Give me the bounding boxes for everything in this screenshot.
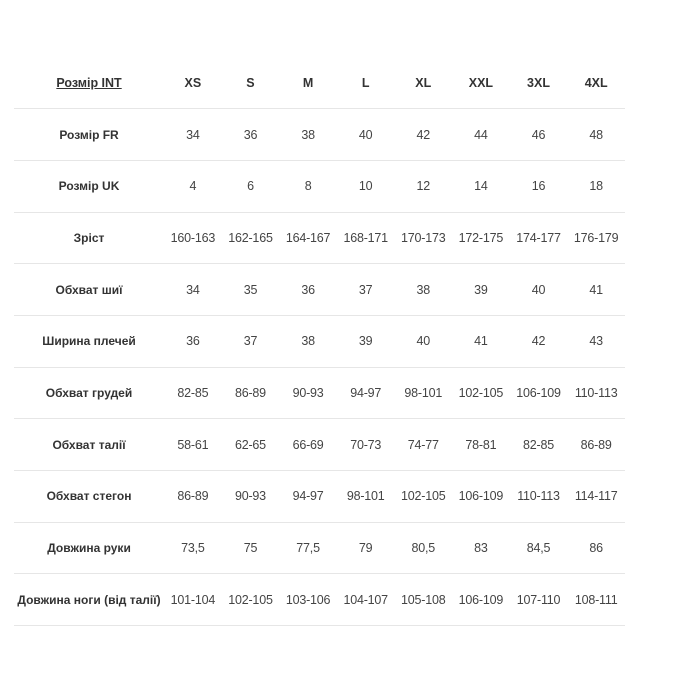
table-cell: 86-89 [580,437,612,452]
row-label: Обхват стегон [46,489,132,504]
size-chart-table [14,57,625,626]
row-label: Довжина ноги (від талії) [17,592,161,607]
table-cell: 90-93 [292,385,324,400]
table-cell: 37 [243,334,258,349]
table-cell: 176-179 [573,230,619,245]
table-cell: 174-177 [516,230,561,245]
table-cell: 16 [531,179,546,194]
table-cell: 82-85 [177,385,209,400]
table-cell: 82-85 [523,437,554,452]
table-cell: 12 [416,179,431,194]
table-cell: 66-69 [292,437,324,452]
table-cell: 37 [358,282,373,297]
table-cell: 90-93 [234,489,266,504]
table-cell: 4 [189,179,197,194]
table-cell: 108-111 [574,592,618,607]
table-cell: 79 [358,541,373,556]
table-cell: 103-106 [285,592,331,607]
table-cell: 48 [589,127,603,142]
table-cell: 114-117 [574,489,618,504]
table-cell: 105-108 [401,592,446,607]
size-header-4xl: 4XL [584,75,608,90]
table-cell: 106-109 [458,489,504,504]
table-cell: 164-167 [285,230,331,245]
size-header-xl: XL [415,75,432,90]
table-cell: 170-173 [401,230,446,245]
table-cell: 110-113 [574,385,618,400]
table-cell: 35 [243,282,258,297]
table-cell: 42 [531,334,546,349]
table-row [14,315,625,367]
size-header-s: S [246,75,255,90]
table-cell: 86-89 [234,385,266,400]
table-row [14,160,625,212]
table-cell: 44 [474,127,488,142]
table-cell: 110-113 [517,489,560,504]
table-cell: 38 [301,127,315,142]
size-header-3xl: 3XL [527,75,550,90]
table-row [14,264,625,316]
table-cell: 86-89 [177,489,209,504]
table-cell: 107-110 [516,592,561,607]
table-row [14,471,625,523]
table-cell: 40 [358,127,373,142]
table-row [14,109,625,161]
table-cell: 160-163 [170,230,216,245]
size-header-row [14,57,625,109]
table-cell: 36 [243,127,258,142]
table-row [14,367,625,419]
table-cell: 78-81 [465,437,497,452]
table-cell: 42 [416,127,431,142]
table-cell: 104-107 [343,592,388,607]
table-cell: 40 [416,334,431,349]
row-label: Розмір FR [59,127,119,142]
table-cell: 70-73 [350,437,382,452]
table-cell: 14 [474,179,488,194]
table-cell: 38 [416,282,431,297]
table-cell: 162-165 [228,230,273,245]
table-cell: 77,5 [296,541,320,556]
table-cell: 86 [589,541,603,556]
table-cell: 58-61 [177,437,209,452]
row-label: Обхват грудей [45,385,133,400]
table-cell: 75 [243,541,258,556]
row-label: Довжина руки [47,541,131,556]
table-cell: 36 [186,334,200,349]
table-cell: 34 [186,282,200,297]
size-table-body [14,109,625,626]
size-header-m: M [302,75,314,90]
table-cell: 41 [589,282,603,297]
table-cell: 94-97 [350,385,382,400]
table-cell: 6 [247,179,254,194]
table-row [14,212,625,264]
table-cell: 102-105 [458,385,504,400]
table-cell: 94-97 [292,489,324,504]
table-cell: 98-101 [346,489,385,504]
table-cell: 80,5 [411,541,436,556]
table-cell: 74-77 [407,437,439,452]
table-cell: 106-109 [516,385,561,400]
table-cell: 102-105 [228,592,273,607]
row-label: Розмір UK [58,179,120,194]
table-cell: 73,5 [181,541,205,556]
row-label: Зріст [73,230,105,245]
table-cell: 40 [531,282,546,297]
table-cell: 41 [474,334,488,349]
table-cell: 43 [589,334,603,349]
size-header-l: L [361,75,370,90]
header-label: Розмір INT [56,75,122,90]
table-row [14,522,625,574]
table-cell: 84,5 [526,541,551,556]
row-label: Обхват шиї [55,282,123,297]
table-cell: 101-104 [170,592,216,607]
table-cell: 38 [301,334,315,349]
table-row [14,574,625,626]
table-cell: 106-109 [458,592,504,607]
table-cell: 172-175 [458,230,504,245]
table-cell: 39 [358,334,373,349]
row-label: Ширина плечей [42,334,136,349]
row-label: Обхват талії [52,437,126,452]
size-header-xs: XS [184,75,202,90]
table-row [14,419,625,471]
table-cell: 10 [358,179,373,194]
table-cell: 34 [186,127,200,142]
table-cell: 18 [589,179,603,194]
table-cell: 36 [301,282,315,297]
table-cell: 102-105 [401,489,446,504]
size-header-xxl: XXL [468,75,494,90]
table-cell: 39 [474,282,488,297]
table-cell: 168-171 [343,230,388,245]
table-cell: 8 [304,179,312,194]
table-cell: 46 [531,127,546,142]
table-cell: 83 [474,541,488,556]
table-cell: 62-65 [234,437,266,452]
table-cell: 98-101 [404,385,443,400]
